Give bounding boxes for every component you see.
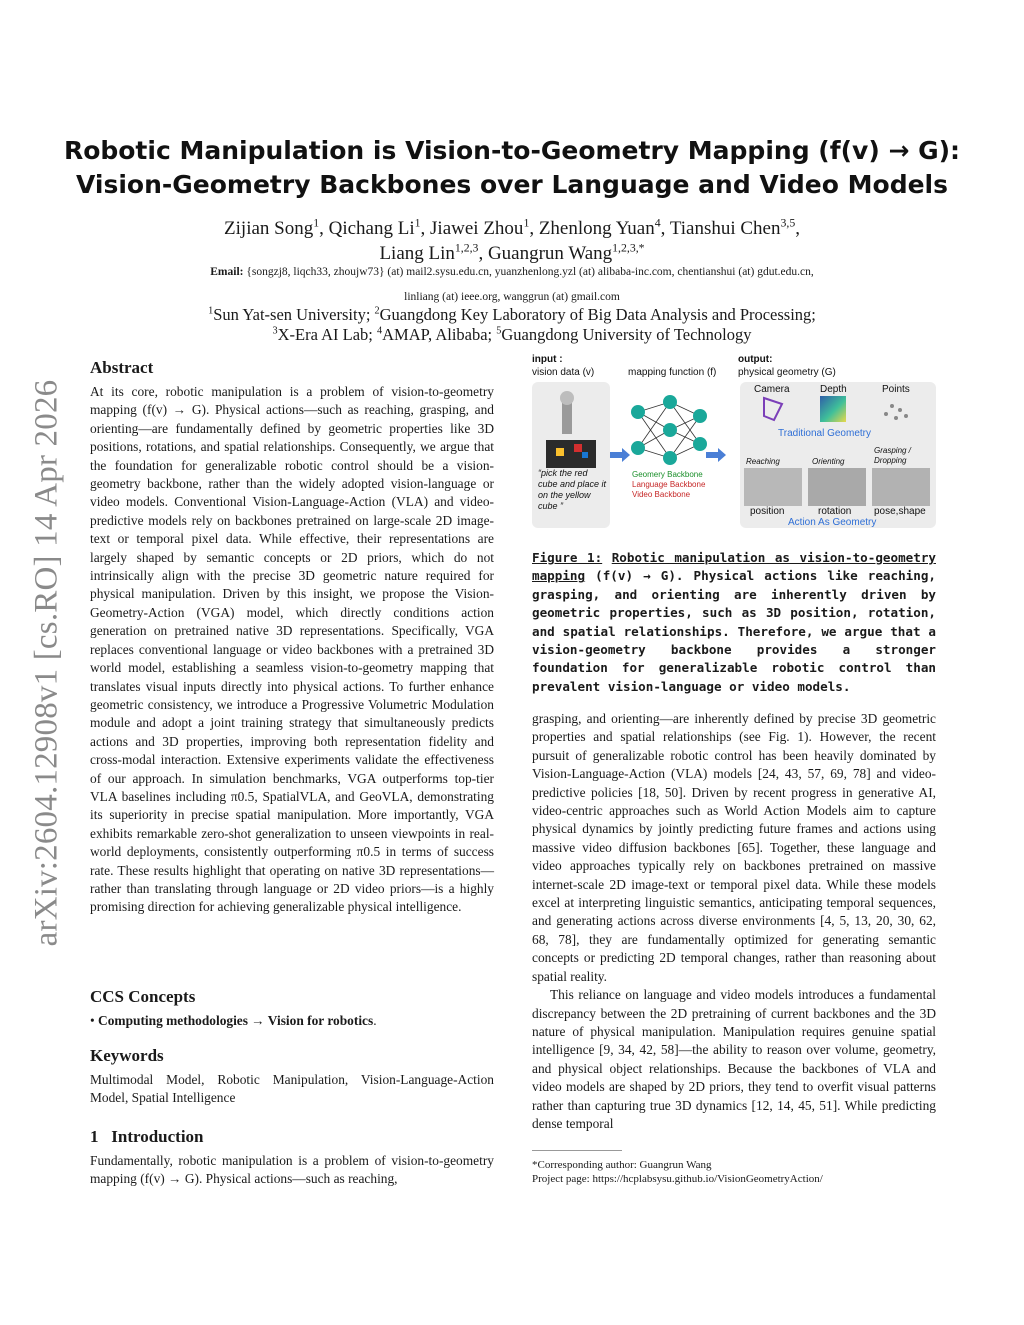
- figure-caption: Figure 1: Robotic manipulation as vision-to-geometry mapping (f(v) → G). Physical actions like reaching, grasping, and orienting are inherently driven by geometric properties, such as 3D position, rotation, and spatial relationships. Therefore, we argue that a vision-geometry backbone provides a stronger foundation for generalizable robotic control than prevalent vision-language or video models.: [532, 550, 936, 694]
- reaching-label: Reaching: [746, 457, 780, 466]
- mapping-label: mapping function (f): [628, 367, 717, 378]
- affiliations: $^1$Sun Yat-sen University; $^2$Guangdong Key Laboratory of Big Data Analysis and Processing; $^3$X-Era AI Lab; $^4$AMAP, Alibaba; $^5$Guangdong University of Technology: [208, 305, 816, 344]
- abstract-heading: Abstract: [90, 358, 154, 377]
- orienting-image: [808, 468, 866, 506]
- arxiv-id: arXiv:2604.12908v1 [cs.RO] 14 Apr 2026: [28, 379, 65, 947]
- depth-label: Depth: [820, 384, 847, 395]
- title-line-2: Vision-Geometry Backbones over Language and Video Models: [76, 170, 948, 199]
- input-label: input :: [532, 354, 563, 365]
- camera-frustum-icon: [760, 396, 786, 422]
- title-line-1: Robotic Manipulation is Vision-to-Geometry Mapping (f(v) → G):: [63, 136, 961, 165]
- instruction-text: “pick the red cube and place it on the yellow cube ”: [538, 468, 607, 511]
- footnote-corresponding: *Corresponding author: Guangrun Wang: [532, 1159, 712, 1171]
- author: Qichang Li: [328, 218, 415, 239]
- backbone-video: Video Backbone: [632, 490, 691, 499]
- author: Zijian Song: [224, 218, 314, 239]
- camera-label: Camera: [754, 384, 790, 395]
- author: Tianshui Chen: [669, 218, 781, 239]
- author: Jiawei Zhou: [430, 218, 524, 239]
- input-sub: vision data (v): [532, 367, 595, 378]
- grasping-label: Grasping / Dropping: [874, 446, 911, 465]
- output-panel: [740, 382, 936, 528]
- email-line: Email: {songzj8, liqch33, zhoujw73} (at) mail2.sysu.edu.cn, yuanzhenlong.yzl (at) alibaba-inc.com, chentianshui (at) gdut.edu.cn,: [210, 266, 814, 278]
- point-cloud-image: [880, 396, 912, 422]
- output-sub: physical geometry (G): [738, 367, 836, 378]
- footnote-rule: [532, 1150, 622, 1151]
- grasping-image: [872, 468, 930, 506]
- input-panel: [532, 382, 610, 528]
- intro-right-text: grasping, and orienting—are inherently defined by precise 3D geometric properties and spatial relationships (see Fig. 1). However, the recent pursuit of generalizable robotic control has been heavily dominated by Vision-Language-Action (VLA) models [24, 43, 57, 69, 78] and video-predictive policies [18, 50]. Driven by recent progress in generative AI, video-centric approaches such as World Action Models aim to capture physical dynamics by jointly predicting future frames and actions using massive video diffusion backbones [65]. Together, these language and video approaches typically rely on backbones pretrained on massive internet-scale 2D image-text or temporal pixel data. While these models excel at interpreting linguistic semantics, anticipating temporal sequences, and generating actions across diverse environments [4, 5, 13, 20, 30, 62, 68, 78], they are fundamentally optimized for generating semantic concepts or predicting 2D temporal changes, rather than reasoning about spatial reality. This reliance on language and video models introduces a fundamental discrepancy between the 2D pretraining of current backbones and the 3D nature of physical manipulation. Manipulation requires genuine spatial intelligence [9, 34, 42, 58]—the ability to reason over volume, geometry, and physical object relationships. Because the backbones of VLA and video models are shaped by 2D priors, they tend to overfit visual patterns rather than capturing true 3D dynamics [12, 14, 45, 51]. While predicting dense temporal: [532, 711, 936, 1131]
- reaching-image: [744, 468, 802, 506]
- arrow-icon: [610, 448, 630, 462]
- backbone-geometry: Geomery Backbone: [632, 470, 703, 479]
- figure-1: [532, 352, 936, 532]
- ccs-heading: CCS Concepts: [90, 987, 196, 1006]
- action-geometry-label: Action As Geometry: [788, 517, 877, 528]
- orienting-label: Orienting: [812, 457, 845, 466]
- author: Guangrun Wang: [487, 243, 613, 264]
- ccs-item: • Computing methodologies → Vision for robotics.: [90, 1013, 377, 1028]
- keywords-heading: Keywords: [90, 1046, 164, 1065]
- depth-map-image: [820, 396, 846, 422]
- keywords-text: Multimodal Model, Robotic Manipulation, Vision-Language-Action Model, Spatial Intelligence: [90, 1072, 494, 1106]
- traditional-geometry-label: Traditional Geometry: [778, 428, 871, 439]
- neural-network-icon: [630, 392, 710, 468]
- author: Zhenlong Yuan: [538, 218, 655, 239]
- author: Liang Lin: [379, 243, 455, 264]
- arrow-icon: [706, 448, 726, 462]
- robot-scene-image: [532, 382, 610, 478]
- output-label: output:: [738, 354, 773, 365]
- position-label: position: [750, 506, 785, 517]
- rotation-label: rotation: [818, 506, 852, 517]
- points-label: Points: [882, 384, 910, 395]
- email-line-2: linliang (at) ieee.org, wanggrun (at) gmail.com: [404, 291, 620, 303]
- arxiv-sidebar: [22, 370, 72, 956]
- author-list: Zijian Song$^1$, Qichang Li$^1$, Jiawei Zhou$^1$, Zhenlong Yuan$^4$, Tianshui Chen$^{3,5}$, Liang Lin$^{1,2,3}$, Guangrun Wang$^{1,2,3,*}$: [224, 216, 800, 264]
- intro-left-text: Fundamentally, robotic manipulation is a problem of vision-to-geometry mapping (f(v) → G). Physical actions—such as reaching,: [90, 1153, 494, 1187]
- intro-heading: 1 Introduction: [90, 1127, 204, 1146]
- footnote-project: Project page: https://hcplabsysu.github.io/VisionGeometryAction/: [532, 1173, 823, 1185]
- abstract-text: At its core, robotic manipulation is a problem of vision-to-geometry mapping (f(v) → G). Physical actions—such as reaching, grasping, and orienting—are fundamentally defined by geometric properties like 3D positions, rotations, and spatial relationships. Consequently, we argue that the foundation for generalizable robotic control should be a vision-geometry backbone, rather than the widely adopted vision-language or video models. Conventional Vision-Language-Action (VLA) and video-predictive models rely on backbones pretrained on large-scale 2D image-text or temporal pixel data. While effective, their representations are largely shaped by semantic concepts or 2D priors, which do not intrinsically align with the precise 3D geometric nature required for physical manipulation. Driven by this insight, we propose the Vision-Geometry-Action (VGA) model, which directly conditions action generation on pretrained native 3D representations. Specifically, VGA replaces conventional language or video backbones with a pretrained 3D world model, establishing a seamless vision-to-geometry mapping that translates visual inputs directly into physical actions. To further enhance geometric consistency, we introduce a Progressive Volumetric Modulation module and adopt a joint training strategy that simultaneously predicts actions and 3D properties, improving both representation fidelity and cross-modal interaction. Extensive experiments validate the effectiveness of our approach. In simulation benchmarks, VGA outperforms top-tier VLA baselines including π0.5, SpatialVLA, and GeoVLA, demonstrating its superiority in precise spatial manipulation. More importantly, VGA exhibits remarkable zero-shot generalization to unseen viewpoints in real-world deployments, consistently outperforming π0.5 in terms of success rate. These results highlight that operating on native 3D representations—rather than translating through language or 2D video priors—is a highly promising direction for achieving generalizable physical intelligence.: [90, 384, 494, 915]
- paper-title: [40, 134, 984, 202]
- backbone-language: Language Backbone: [632, 480, 706, 489]
- pose-label: pose,shape: [874, 506, 926, 517]
